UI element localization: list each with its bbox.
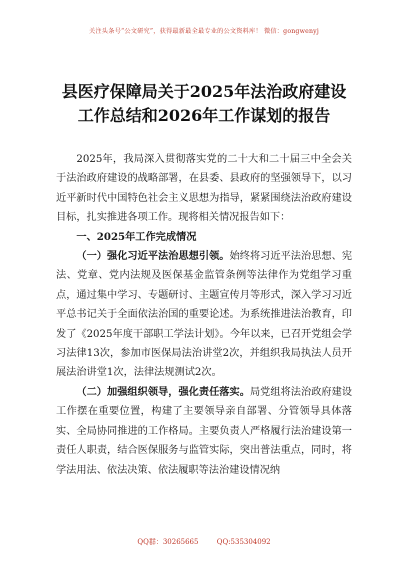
header-banner: 关注头条号“公文研究”，获得最新最全最专业的公文资料库！ 微信：gongwenyj bbox=[89, 28, 319, 35]
subsection-1-text: 始终将习近平法治思想、宪法、党章、党内法规及医保基金监管条例等法律作为党组学习重点，通过集中学习、专题研讨、主题宣传月等形式，深入学习习近平总书记关于全面依法治国的重要论述。为系统推进法治教育，印发了《2025年度干部职工学法计划》。今年以来，已召开党组会学习法律13次，参加市医保局法治讲堂2次，并组织我局执法人员开展法治讲堂1次，法律法规测试2次。 bbox=[56, 251, 353, 379]
footer-qq: QQ:535304092 bbox=[216, 538, 271, 546]
subsection-1-lead: （一）强化习近平法治思想引领。 bbox=[76, 250, 230, 263]
title-line-2: 工作总结和2026年工作谋划的报告 bbox=[77, 106, 331, 125]
footer-banner bbox=[0, 537, 408, 547]
footer-qq-group: QQ群：30265665 bbox=[137, 538, 199, 546]
subsection-1 bbox=[56, 247, 352, 383]
subsection-2-text: 局党组将法治政府建设工作摆在重要位置，构建了主要领导亲自部署、分管领导具体落实、全局协同推进的工作格局。主要负责人严格履行法治建设第一责任人职责，结合医保服务与监管实际，突出普法重点，同时，将学法用法、依法决策、依法履职等法治建设情况纳 bbox=[56, 386, 353, 476]
document-title bbox=[0, 80, 408, 128]
section-heading: 一、2025年工作完成情况 bbox=[76, 230, 197, 243]
title-line-1: 县医疗保障局关于2025年法治政府建设 bbox=[61, 82, 347, 101]
intro-paragraph: 2025年，我局深入贯彻落实党的二十大和二十届三中全会关于法治政府建设的战略部署，在县委、县政府的坚强领导下，以习近平新时代中国特色社会主义思想为指导，紧紧围绕法治政府建设目标，扎实推进各项工作。现将相关情况报告如下： bbox=[56, 154, 352, 224]
subsection-2-lead: （二）加强组织领导，强化责任落实。 bbox=[76, 385, 250, 398]
subsection-2 bbox=[56, 383, 352, 480]
document-body bbox=[56, 150, 352, 480]
